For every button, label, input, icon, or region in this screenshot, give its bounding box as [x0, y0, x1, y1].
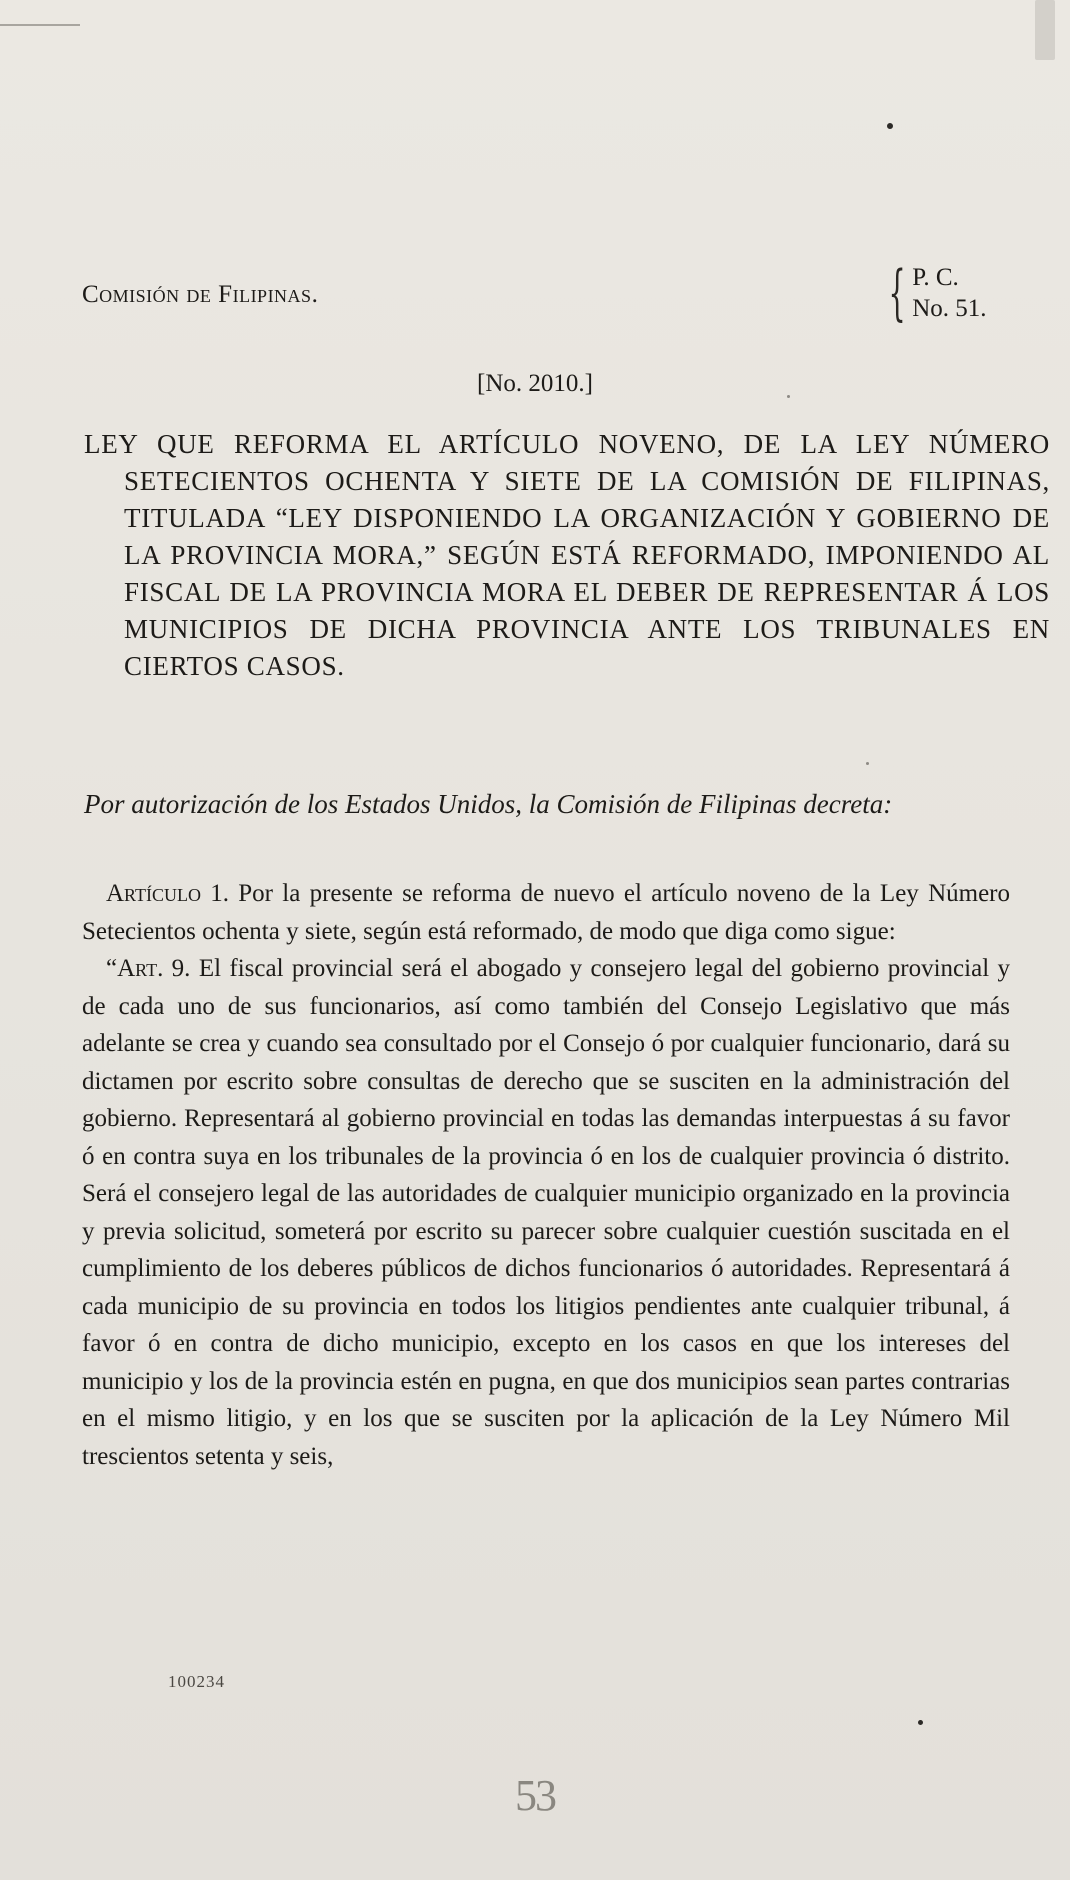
article-1-text: Por la presente se reforma de nuevo el artículo noveno de la Ley Número Setecientos ochenta y siete, según está reformado, de modo que diga como sigue:: [82, 880, 1010, 945]
article-9-paragraph: [82, 950, 1010, 1475]
reference-number: No. 51.: [912, 295, 987, 322]
law-body: [82, 875, 1010, 1475]
header-reference: [878, 258, 987, 328]
page-number: 53: [515, 1771, 555, 1820]
article-1-paragraph: [82, 875, 1010, 950]
header-commission: Comisión de Filipinas.: [82, 281, 319, 308]
scan-mark: [1035, 0, 1055, 60]
ink-speck: [866, 762, 869, 765]
reference-lines: [912, 262, 986, 324]
scan-mark: [0, 24, 80, 26]
law-number: [No. 2010.]: [477, 370, 593, 397]
reference-pc: P. C.: [912, 264, 959, 291]
enacting-clause: Por autorización de los Estados Unidos, la Comisión de Filipinas decreta:: [84, 789, 893, 819]
law-title: LEY QUE REFORMA EL ARTÍCULO NOVENO, DE LA LEY NÚMERO SETECIENTOS OCHENTA Y SIETE DE LA COMISIÓN DE FILIPINAS, TITULADA “LEY DISPONIENDO LA ORGANIZACIÓN Y GOBIERNO DE LA PROVINCIA MORA,” SEGÚN ESTÁ REFORMADO, IMPONIENDO AL FISCAL DE LA PROVINCIA MORA EL DEBER DE REPRESENTAR Á LOS MUNICIPIOS DE DICHA PROVINCIA ANTE LOS TRIBUNALES EN CIERTOS CASOS.: [84, 429, 1050, 681]
print-code: 100234: [168, 1672, 225, 1691]
article-1-label: Artículo 1.: [106, 880, 229, 907]
article-9-text: El fiscal provincial será el abogado y consejero legal del gobierno provincial y de cada uno de sus funcionarios, así como también del Consejo Legislativo que más adelante se crea y cuando sea consultado por el Consejo ó por cualquier funcionario, dará su dictamen por escrito sobre consultas de derecho que se susciten en la administración del gobierno. Representará al gobierno provincial en todas las demandas interpuestas á su favor ó en contra suya en los tribunales de la provincia ó en los de cualquier provincia ó distrito. Será el consejero legal de las autoridades de cualquier municipio organizado en la provincia y previa solicitud, someterá por escrito su parecer sobre cualquier cuestión suscitada en el cumplimiento de los deberes públicos de dichos funcionarios ó autoridades. Representará á cada municipio de su provincia en todos los litigios pendientes ante cualquier tribunal, á favor ó en contra de dicho municipio, excepto en los casos en que los intereses del municipio y los de la provincia estén en pugna, en que dos municipios sean partes contrarias en el mismo litigio, y en los que se susciten por la aplicación de la Ley Número Mil trescientos setenta y seis,: [82, 955, 1011, 1470]
article-9-label: “Art. 9.: [106, 955, 191, 982]
ink-speck: [887, 123, 893, 129]
ink-speck: [918, 1720, 923, 1725]
brace-glyph: {: [888, 258, 906, 328]
